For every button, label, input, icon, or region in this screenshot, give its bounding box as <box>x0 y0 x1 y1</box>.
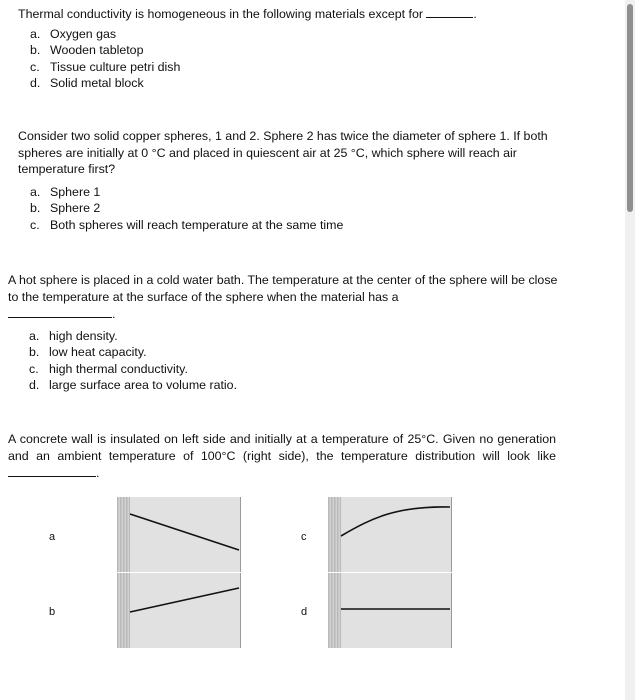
insulation <box>328 573 341 648</box>
answer-blank <box>8 305 112 318</box>
insulation <box>328 497 341 572</box>
question-2 <box>18 128 558 233</box>
question-1-options <box>30 26 608 92</box>
question-3-stem: A hot sphere is placed in a cold water bath. The temperature at the center of the sphere will be close to the temperature at the surface of the sphere when the material has a <box>8 273 558 304</box>
insulation <box>117 573 130 648</box>
question-3 <box>8 272 568 394</box>
question-4 <box>8 431 556 482</box>
panel-label-b: b <box>49 606 56 618</box>
question-3-options <box>29 328 568 394</box>
panel-d <box>328 573 452 648</box>
option: b. low heat capacity. <box>29 345 147 359</box>
option: d. Solid metal block <box>30 76 144 90</box>
question-1-stem: Thermal conductivity is homogeneous in the following materials except for . <box>18 7 477 21</box>
option: a. high density. <box>29 328 118 343</box>
scrollbar-thumb[interactable] <box>627 4 633 212</box>
question-2-stem: Consider two solid copper spheres, 1 and 2. Sphere 2 has twice the diameter of sphere 1. If both spheres are initially at 0 °C and placed in quiescent air at 25 °C, which sphere will reach air temperature first? <box>18 129 548 176</box>
panel-label-c: c <box>301 531 307 543</box>
question-3-blank-line: . <box>8 305 568 323</box>
option: b. Wooden tabletop <box>30 43 144 57</box>
option: a. Sphere 1 <box>30 184 101 199</box>
question-4-stem: A concrete wall is insulated on left side and initially at a temperature of 25°C. Given no generation and an ambient temperature of 100°C (right side), the temperature distribution will look like . <box>8 432 556 480</box>
answer-blank <box>8 464 96 477</box>
scrollbar[interactable] <box>625 0 635 700</box>
panel-c <box>328 497 452 572</box>
insulation <box>117 497 130 572</box>
question-1 <box>18 5 608 92</box>
panel-label-d: d <box>301 606 308 618</box>
answer-blank <box>426 5 473 18</box>
panel-a <box>117 497 241 572</box>
option: c. high thermal conductivity. <box>29 361 188 376</box>
option: d. large surface area to volume ratio. <box>29 378 238 392</box>
option: b. Sphere 2 <box>30 201 101 215</box>
question-2-options <box>30 184 558 234</box>
option: c. Tissue culture petri dish <box>30 59 181 74</box>
panel-b <box>117 573 241 648</box>
option: c. Both spheres will reach temperature at the same time <box>30 217 344 232</box>
panel-label-a: a <box>49 531 56 543</box>
option: a. Oxygen gas <box>30 26 117 41</box>
